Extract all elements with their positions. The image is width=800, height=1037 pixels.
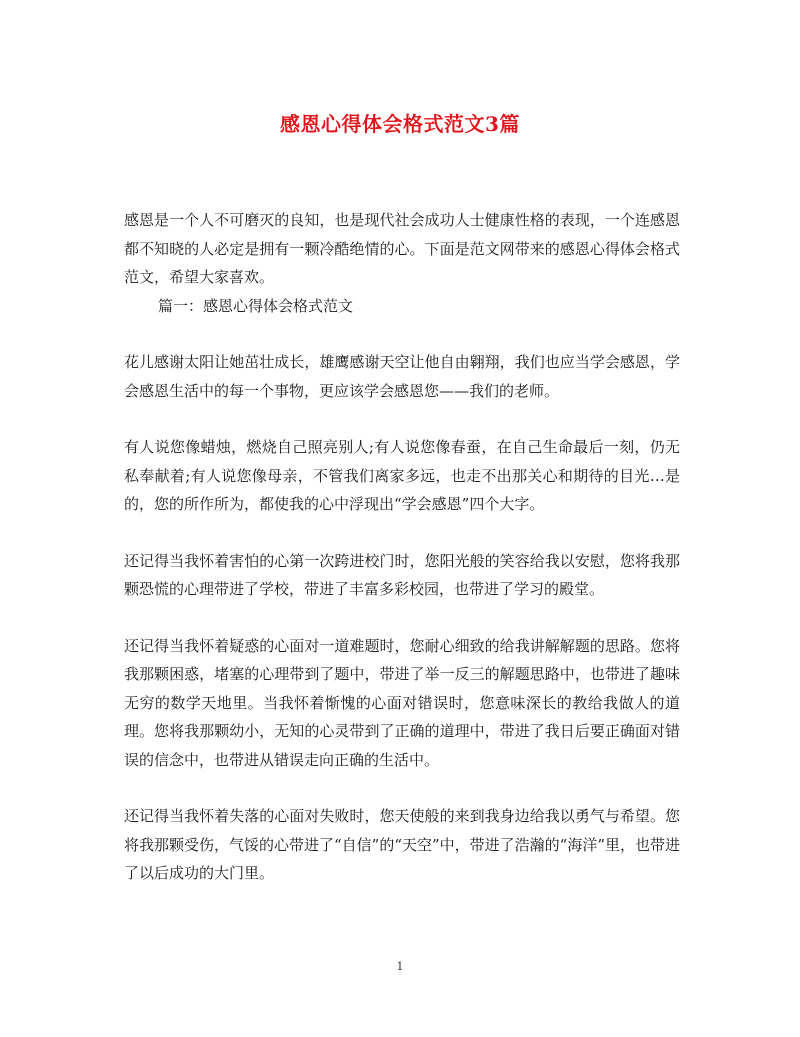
- paragraph-spacer: [124, 519, 680, 547]
- body-paragraph: 花儿感谢太阳让她茁壮成长，雄鹰感谢天空让他自由翱翔，我们也应当学会感恩，学会感恩生活中的每一个事物，更应该学会感恩您——我们的老师。: [124, 353, 680, 400]
- page-title: 感恩心得体会格式范文3篇: [280, 112, 520, 136]
- paragraph-spacer: [124, 604, 680, 632]
- document-body: [124, 206, 680, 888]
- paragraph-spacer: [124, 320, 680, 348]
- body-paragraph: 还记得当我怀着失落的心面对失败时，您天使般的来到我身边给我以勇气与希望。您将我那颗受伤，气馁的心带进了“自信”的“天空”中，带进了浩瀚的“海洋”里，也带进了以后成功的大门里。: [124, 807, 681, 882]
- body-paragraph: 还记得当我怀着疑惑的心面对一道难题时，您耐心细致的给我讲解解题的思路。您将我那颗困惑，堵塞的心理带到了题中，带进了举一反三的解题思路中，也带进了趣味无穷的数学天地里。当我怀着惭愧的心面对错误时，您意味深长的教给我做人的道理。您将我那颗幼小，无知的心灵带到了正确的道理中，带进了我日后要正确面对错误的信念中，也带进从错误走向正确的生活中。: [124, 636, 680, 769]
- body-paragraph: 还记得当我怀着害怕的心第一次跨进校门时，您阳光般的笑容给我以安慰，您将我那颗恐慌的心理带进了学校，带进了丰富多彩校园，也带进了学习的殿堂。: [124, 551, 680, 598]
- paragraph-spacer: [124, 774, 680, 802]
- page-number: 1: [396, 960, 404, 973]
- intro-paragraph: 感恩是一个人不可磨灭的良知，也是现代社会成功人士健康性格的表现，一个连感恩都不知晓的人必定是拥有一颗冷酷绝情的心。下面是范文网带来的感恩心得体会格式范文，希望大家喜欢。: [124, 211, 680, 286]
- paragraph-spacer: [124, 405, 680, 433]
- section-heading: 篇一：感恩心得体会格式范文: [158, 296, 354, 315]
- body-paragraph: 有人说您像蜡烛，燃烧自己照亮别人;有人说您像春蚕，在自己生命最后一刻，仍无私奉献着;有人说您像母亲，不管我们离家多远，也走不出那关心和期待的目光…是的，您的所作所为，都使我的心中浮现出“学会感恩”四个大字。: [124, 438, 680, 513]
